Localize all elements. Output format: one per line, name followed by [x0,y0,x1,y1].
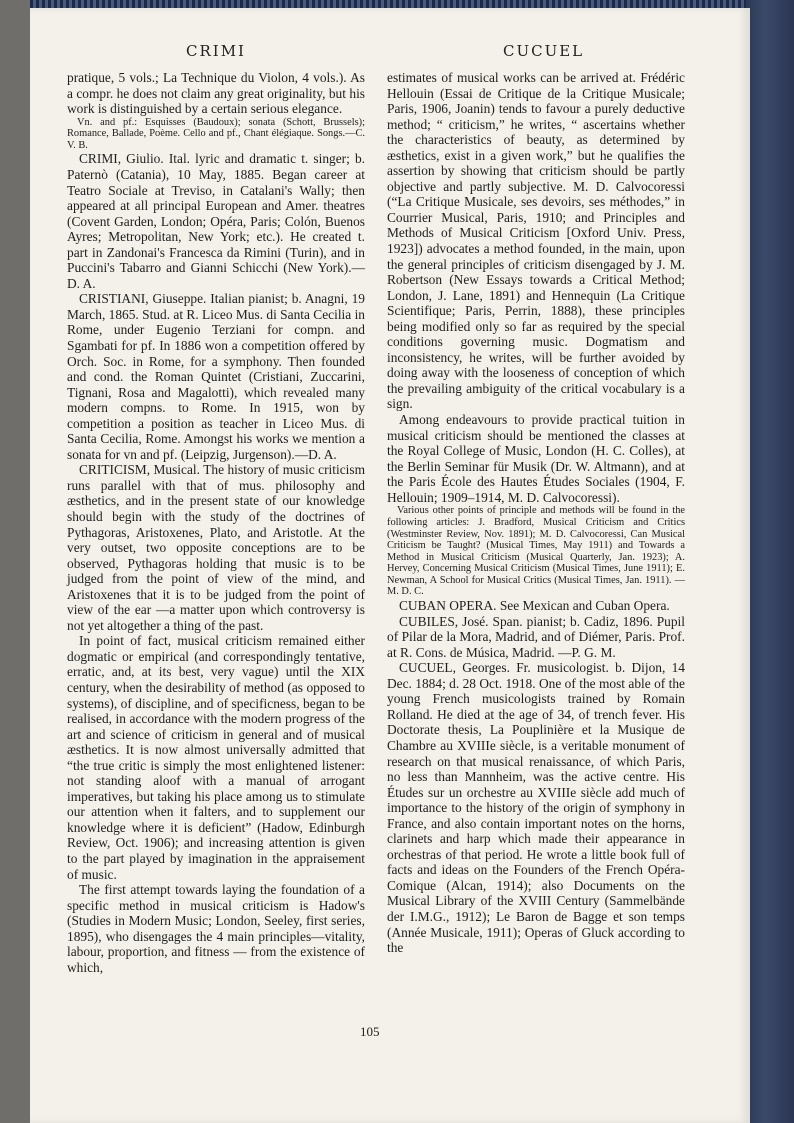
paragraph: CRIMI, Giulio. Ital. lyric and dramatic t. singer; b. Paternò (Catania), 10 May, 1885. Began career at Teatro Sociale at Treviso, in Catalani's Wally; then appeared at all principal European and Amer. theatres (Covent Garden, London; Opéra, Paris; Colón, Buenos Ayres; Metropolitan, New York; etc.). He created t. part in Zandonai's Francesca da Rimini (Turin), and in Puccini's Tabarro and Gianni Schicchi (New York).—D. A. [67,151,365,291]
paragraph: The first attempt towards laying the foundation of a specific method in musical criticism is Hadow's (Studies in Modern Music; London, Seeley, first series, 1895), who disengages the 4 main principles—vitality, labour, proportion, and fitness — from the existence of which, [67,882,365,975]
paragraph: CUBILES, José. Span. pianist; b. Cadiz, 1896. Pupil of Pilar de la Mora, Madrid, and of Diémer, Paris. Prof. at R. Cons. de Música, Madrid. —P. G. M. [387,613,685,660]
paragraph: CRISTIANI, Giuseppe. Italian pianist; b. Anagni, 19 March, 1865. Stud. at R. Liceo Mus. di Santa Cecilia in Rome, under Eugenio Terziani for compn. and Sgambati for pf. In 1886 won a competition offered by Orch. Soc. in Rome, for a symphony. Then founded and cond. the Roman Quintet (Cristiani, Zuccarini, Tignani, Rosa and Magalotti), which revealed many modern compns. to Rome. In 1915, won by competition a position as teacher in Liceo Mus. di Santa Cecilia, Rome. Amongst his works we mention a sonata for vn and pf. (Leipzig, Jurgenson).—D. A. [67,291,365,462]
paragraph: pratique, 5 vols.; La Technique du Violon, 4 vols.). As a compr. he does not claim any great originality, but his work is distinguished by a certain serious elegance. [67,70,365,117]
book-cover-edge [746,0,794,1123]
paragraph: Vn. and pf.: Esquisses (Baudoux); sonata (Schott, Brussels); Romance, Ballade, Poème. Cello and pf., Chant élégiaque. Songs.—C. V. B. [67,116,365,151]
paragraph: CUCUEL, Georges. Fr. musicologist. b. Dijon, 14 Dec. 1884; d. 28 Oct. 1918. One of the most able of the young French musicologists trained by Romain Rolland. He died at the age of 34, of trench fever. His Doctorate thesis, La Pouplinière et la Musique de Chambre au XVIIIe siècle, is a veritable monument of research on that musical renaissance, of which Paris, no less than Mannheim, was the active centre. His Études sur un orchestre au XVIIIe siècle add much of importance to the history of the origin of symphony in France, and also contain important notes on the horns, clarinets and harp which made their appearance in orchestras of that period. He wrote a little book full of facts and ideas on the Founders of the French Opéra-Comique (Alcan, 1914); also Documents on the Musical Library of the XVIII Century (Sammelbände der I.M.G., 1912); Le Baron de Bagge et son temps (Année Musicale, 1911); Operas of Gluck according to the [387,660,685,956]
paragraph: estimates of musical works can be arrived at. Frédéric Hellouin (Essai de Critique de la Critique Musicale; Paris, 1906, Joanin) tends to favour a purely deductive method; “ criticism,” he writes, “ ascertains whether the characteristics of beauty, as determined by æsthetics, exist in a given work,” but he qualifies the assertion by showing that criticism should be partly objective and partly subjective. M. D. Calvocoressi (“La Critique Musicale, ses devoirs, ses méthodes,” in Courrier Musical, Paris, 1910; and Principles and Methods of Musical Criticism [Oxford Univ. Press, 1923]) advocates a method founded, in the main, upon the general principles of criticism disengaged by J. M. Robertson (New Essays towards a Critical Method; London, J. Lane, 1891) and Hennequin (La Critique Scientifique; Paris, Perrin, 1888), these principles being modified only so far as required by the special conditions governing music. Dogmatism and inconsistency, he writes, will be further avoided by doing away with the looseness of conception of which the prevailing ambiguity of the critical vocabulary is a sign. [387,70,685,412]
paragraph: CUBAN OPERA. See Mexican and Cuban Opera. [399,598,670,614]
paragraph: Various other points of principle and methods will be found in the following articles: J. Bradford, Musical Criticism and Critics (Westminster Review, Nov. 1891); M. D. Calvocoressi, Can Musical Criticism be Taught? (Musical Times, May 1911) and Towards a Method in Musical Criticism (Musical Quarterly, Jan. 1923); A. Hervey, Concerning Musical Criticism (Musical Times, June 1911); E. Newman, A School for Musical Critics (Musical Times, Jan. 1911). —M. D. C. [387,505,685,598]
running-head-right: CUCUEL [503,42,585,60]
right-column [387,70,685,956]
running-head-left: CRIMI [186,42,246,60]
paragraph: In point of fact, musical criticism remained either dogmatic or empirical (and correspondingly tentative, erratic, and, at its best, very vague) until the XIX century, when the desirability of method (as opposed to systems), of discipline, and of specificness, began to be realised, in accordance with the modern progress of the art and science of criticism in general and of musical æsthetics. It is now almost universally admitted that “the true critic is simply the most enlightened listener: not standing aloof with a manual of arrogant imperatives, but taking his place among us to stimulate our attention when it falters, and to supplement our knowledge where it is deficient” (Hadow, Edinburgh Review, Oct. 1906); and increasing attention is given to the part played by imagination in the appraisement of music. [67,633,365,882]
book-top-edge [30,0,752,8]
paragraph: Among endeavours to provide practical tuition in musical criticism should be mentioned the classes at the Royal College of Music, London (H. C. Colles), at the Berlin Seminar für Musik (Dr. W. Altmann), and at the Paris École des Hautes Études Sociales (1904, F. Hellouin; 1909–1914, M. D. Calvocoressi). [387,412,685,505]
paragraph: CRITICISM, Musical. The history of music criticism runs parallel with that of mus. philosophy and æsthetics, and in the present state of our knowledge should begin with the study of the doctrines of Pythagoras, Aristoxenes, Plato, and Aristotle. At the very outset, two opposite conceptions are to be observed, Pythagoras holding that music is to be judged from the point of view of the mind, and Aristoxenes that it is to be judged from the point of view of the ear —a matter upon which controversy is not yet altogether a thing of the past. [67,462,365,633]
left-column [67,70,365,975]
page-number: 105 [360,1024,380,1039]
